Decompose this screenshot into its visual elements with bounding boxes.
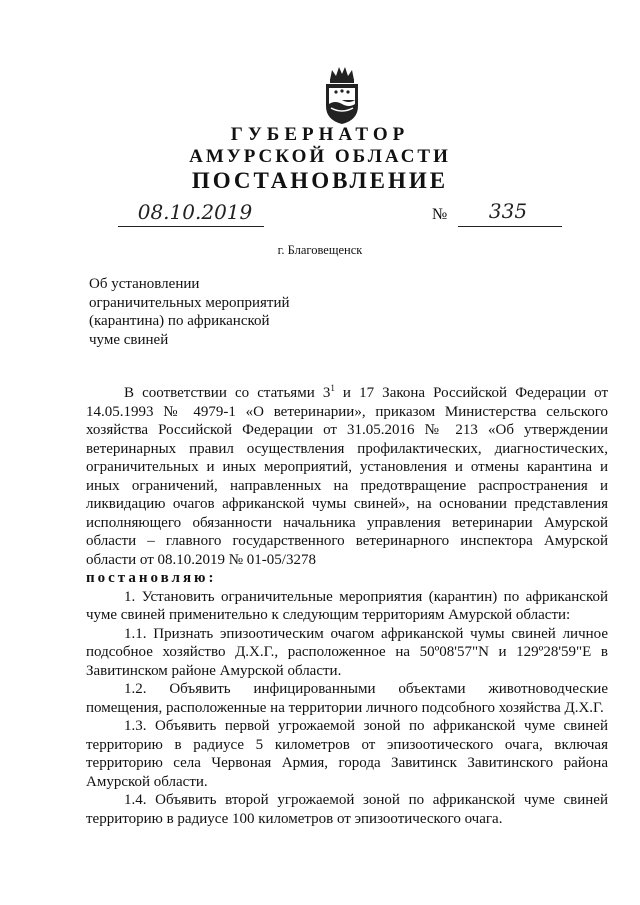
superscript: 1 bbox=[330, 383, 335, 393]
preamble-paragraph bbox=[86, 384, 608, 569]
clause-1-3: 1.3. Объявить первой угрожаемой зоной по африканской чуме свиней территорию в радиусе 5 километров от эпизоотического очага, включая территорию села Червоная Армия, города Завитинск Завитинского района Амурской области. bbox=[86, 718, 608, 790]
preamble-text-rest: и 17 Закона Российской Федерации от 14.05.1993 № 4979-1 «О ветеринарии», приказом Министерства сельского хозяйства Российской Федерации от 31.05.2016 № 213 «Об утверждении ветеринарных правил осуществления профилактических, диагностических, ограничительных и иных мероприятий, установления и отмены карантина и иных ограничений, направленных на предотвращение распространения и ликвидацию очагов африканской чумы свиней», на основании представления исполняющего обязанности начальника управления ветеринарии Амурской области – главного государственного ветеринарного инспектора Амурской области от 08.10.2019 № 01-05/3278 bbox=[86, 385, 608, 568]
number-label: № bbox=[432, 206, 448, 223]
coat-of-arms-icon bbox=[322, 64, 362, 126]
document-date: 08.10.2019 bbox=[137, 200, 253, 224]
governor-title: ГУБЕРНАТОР bbox=[230, 124, 410, 145]
document-number: 335 bbox=[488, 199, 528, 223]
city-line: г. Благовещенск bbox=[277, 243, 363, 257]
subject-line: ограничительных мероприятий bbox=[89, 294, 290, 311]
subject-line: (карантина) по африканской bbox=[89, 313, 270, 329]
clause-1-1: 1.1. Признать эпизоотическим очагом африканской чумы свиней личное подсобное хозяйство Д.Х.Г., расположенное на 50º08'57"N и 129º28'59"E в Завитинском районе Амурской области. bbox=[86, 625, 608, 679]
document-body bbox=[86, 384, 608, 828]
date-underline bbox=[118, 226, 264, 227]
subject-line: Об установлении bbox=[89, 276, 200, 292]
clause-1-4: 1.4. Объявить второй угрожаемой зоной по африканской чуме свиней территорию в радиусе 100 километров от эпизоотического очага. bbox=[86, 792, 608, 827]
number-underline bbox=[458, 226, 562, 227]
clause-1: 1. Установить ограничительные мероприятия (карантин) по африканской чуме свиней применительно к следующим территориям Амурской области: bbox=[86, 588, 608, 623]
preamble-text-start: В соответствии со статьями 3 bbox=[124, 385, 331, 401]
resolve-word: постановляю: bbox=[86, 570, 217, 586]
region-title: АМУРСКОЙ ОБЛАСТИ bbox=[189, 146, 451, 167]
clause-1-2: 1.2. Объявить инфицированными объектами животноводческие помещения, расположенные на территории личного подсобного хозяйства Д.Х.Г. bbox=[86, 681, 608, 716]
subject-line: чуме свиней bbox=[89, 331, 169, 348]
document-subject bbox=[89, 275, 290, 349]
document-type-title: ПОСТАНОВЛЕНИЕ bbox=[191, 168, 449, 193]
